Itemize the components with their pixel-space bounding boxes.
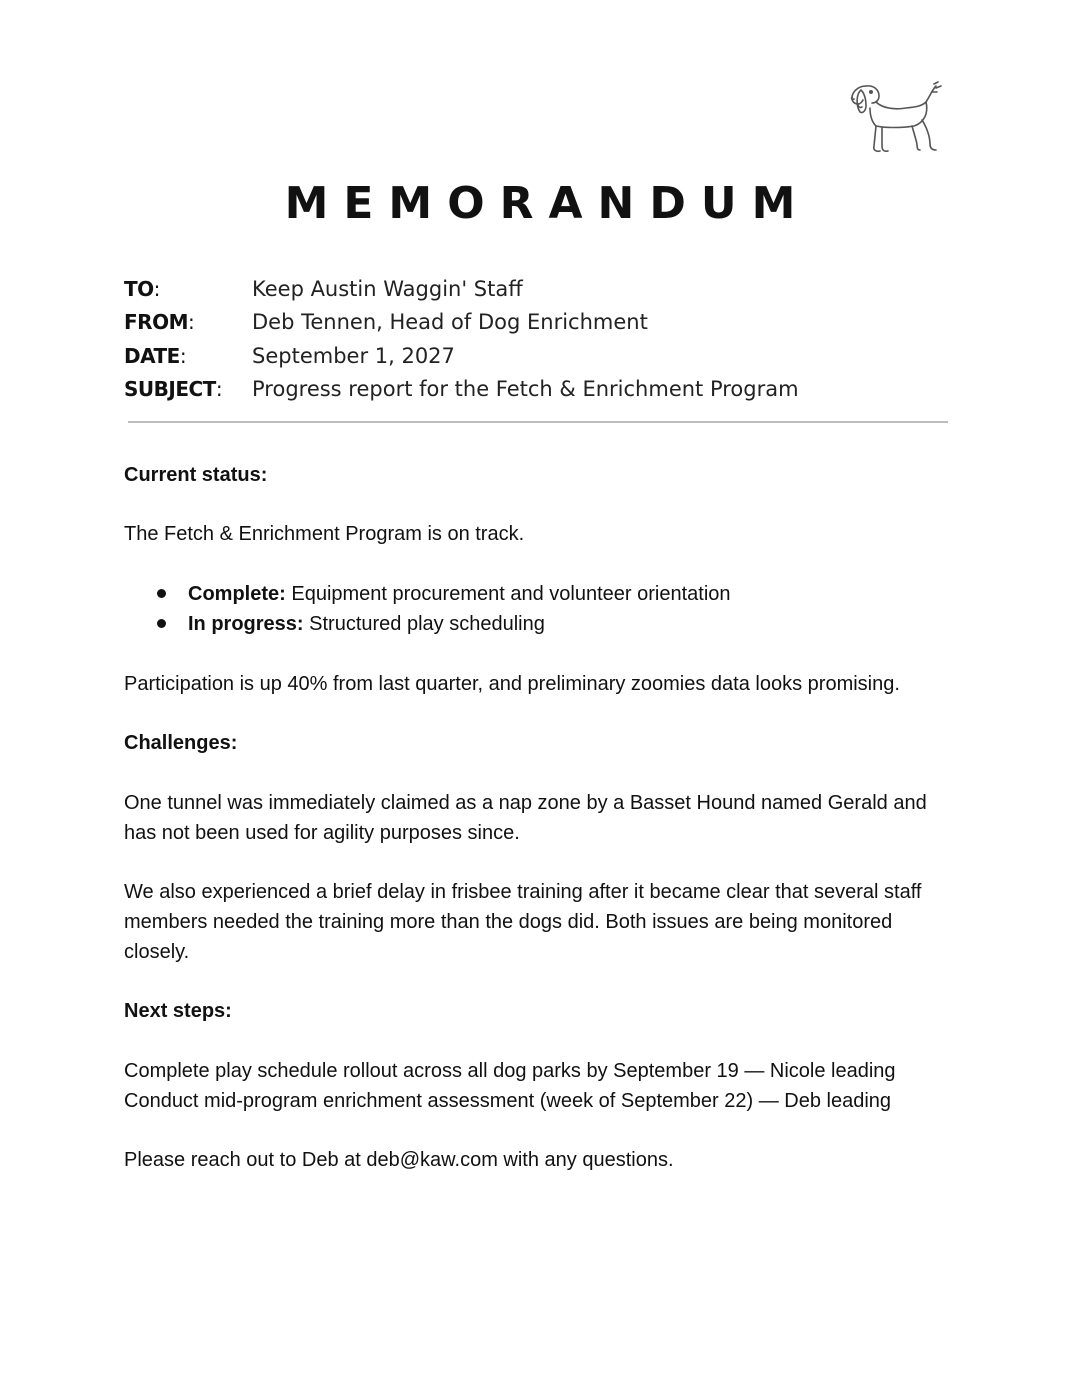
header-row-subject <box>124 373 954 407</box>
status-bullet-list <box>124 579 954 639</box>
closing-text: Please reach out to Deb at deb@kaw.com with any questions. <box>124 1149 674 1171</box>
header-row-from <box>124 306 954 340</box>
subject-label: SUBJECT <box>124 377 216 402</box>
next-step-1: Complete play schedule rollout across all dog parks by September 19 — Nicole leading <box>124 1060 896 1082</box>
subject-value: Progress report for the Fetch & Enrichment Program <box>252 377 799 402</box>
from-separator: : <box>187 310 195 335</box>
status-intro: The Fetch & Enrichment Program is on track. <box>124 523 525 545</box>
date-label: DATE <box>124 343 180 368</box>
bullet-dot <box>157 619 166 628</box>
to-label: TO <box>124 276 154 301</box>
dog-line-drawing-icon <box>846 80 948 158</box>
from-label: FROM <box>124 310 188 335</box>
bullet-dot <box>157 589 166 598</box>
header-row-date <box>124 339 954 373</box>
date-value: September 1, 2027 <box>252 343 455 368</box>
participation-text: Participation is up 40% from last quarter, and preliminary zoomies data looks promising. <box>124 673 900 695</box>
from-value: Deb Tennen, Head of Dog Enrichment <box>252 310 648 335</box>
to-value: Keep Austin Waggin' Staff <box>252 276 523 301</box>
date-separator: : <box>179 343 187 368</box>
bullet-text-in-progress: Structured play scheduling <box>303 613 545 635</box>
header-row-to <box>124 272 954 306</box>
list-item <box>124 579 954 609</box>
subject-separator: : <box>215 377 223 402</box>
bullet-text-complete: Equipment procurement and volunteer orientation <box>285 583 731 605</box>
to-separator: : <box>153 276 161 301</box>
challenges-heading: Challenges: <box>124 732 238 754</box>
challenges-paragraph-1: One tunnel was immediately claimed as a nap zone by a Basset Hound named Gerald and has not been used for agility purposes since. <box>124 792 927 844</box>
memo-header <box>124 272 954 406</box>
header-divider <box>128 421 948 423</box>
memo-title: MEMORANDUM <box>284 178 811 229</box>
current-status-heading: Current status: <box>124 464 268 486</box>
bullet-label-in-progress: In progress: <box>188 613 304 635</box>
bullet-label-complete: Complete: <box>188 583 286 605</box>
challenges-paragraph-2: We also experienced a brief delay in frisbee training after it became clear that several staff members needed the training more than the dogs did. Both issues are being monitored closely. <box>124 881 922 963</box>
list-item <box>124 609 954 639</box>
next-steps-heading: Next steps: <box>124 1000 232 1022</box>
next-step-2: Conduct mid-program enrichment assessment (week of September 22) — Deb leading <box>124 1090 892 1112</box>
